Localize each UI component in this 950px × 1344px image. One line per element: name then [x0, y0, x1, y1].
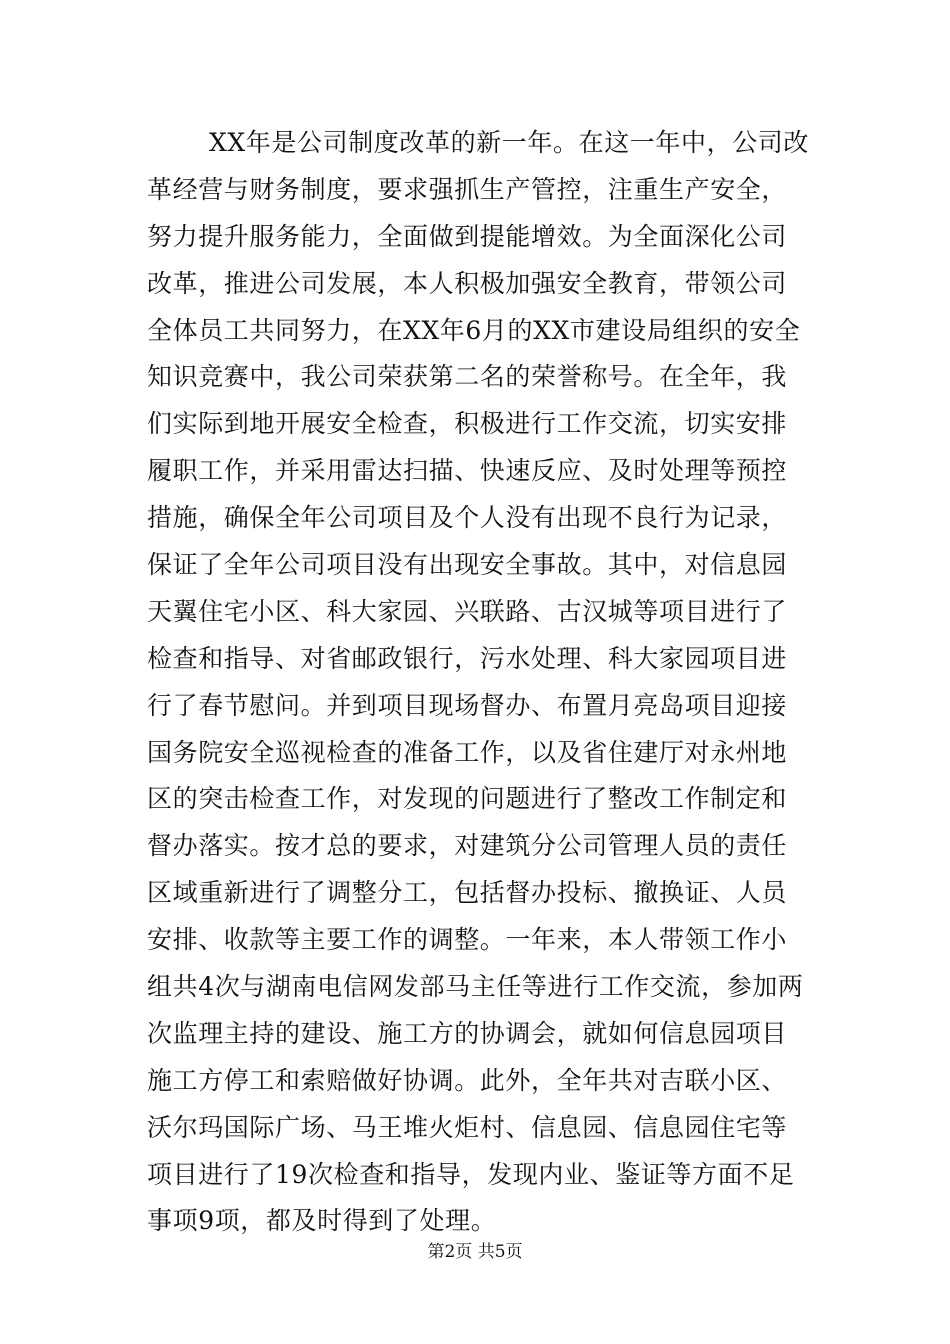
paragraph-line: 区的突击检查工作，对发现的问题进行了整改工作制定和	[147, 784, 788, 814]
paragraph-line: 履职工作，并采用雷达扫描、快速反应、及时处理等预控	[147, 456, 788, 486]
paragraph-line: 事项9项，都及时得到了处理。	[147, 1206, 497, 1236]
paragraph-line: 督办落实。按才总的要求，对建筑分公司管理人员的责任	[147, 831, 788, 861]
paragraph-line: 措施，确保全年公司项目及个人没有出现不良行为记录，	[147, 503, 788, 533]
paragraph-line: 区域重新进行了调整分工，包括督办投标、撤换证、人员	[147, 878, 788, 908]
paragraph-line: 全体员工共同努力，在XX年6月的XX市建设局组织的安全	[147, 315, 801, 345]
body-paragraph	[147, 120, 817, 1245]
paragraph-line: 天翼住宅小区、科大家园、兴联路、古汉城等项目进行了	[147, 596, 788, 626]
paragraph-line: 次监理主持的建设、施工方的协调会，就如何信息园项目	[147, 1018, 788, 1048]
paragraph-line: 检查和指导、对省邮政银行，污水处理、科大家园项目进	[147, 643, 788, 673]
paragraph-line: 保证了全年公司项目没有出现安全事故。其中，对信息园	[147, 550, 788, 580]
paragraph-line: 努力提升服务能力，全面做到提能增效。为全面深化公司	[147, 221, 788, 251]
paragraph-line: 沃尔玛国际广场、马王堆火炬村、信息园、信息园住宅等	[147, 1112, 788, 1142]
paragraph-line: 们实际到地开展安全检查，积极进行工作交流，切实安排	[147, 409, 788, 439]
paragraph-line: 知识竞赛中，我公司荣获第二名的荣誉称号。在全年，我	[147, 362, 788, 392]
paragraph-line: 项目进行了19次检查和指导，发现内业、鉴证等方面不足	[147, 1159, 795, 1189]
paragraph-line: 施工方停工和索赔做好协调。此外，全年共对吉联小区、	[147, 1065, 788, 1095]
paragraph-line: 组共4次与湖南电信网发部马主任等进行工作交流，参加两	[147, 972, 804, 1002]
paragraph-line: 国务院安全巡视检查的准备工作，以及省住建厅对永州地	[147, 737, 788, 767]
paragraph-line: 行了春节慰问。并到项目现场督办、布置月亮岛项目迎接	[147, 690, 788, 720]
paragraph-line: 安排、收款等主要工作的调整。一年来，本人带领工作小	[147, 925, 788, 955]
paragraph-line: 革经营与财务制度，要求强抓生产管控，注重生产安全，	[147, 174, 788, 204]
page-number-footer: 第2页 共5页	[427, 1242, 523, 1262]
paragraph-line: XX年是公司制度改革的新一年。在这一年中，公司改	[209, 128, 809, 157]
paragraph-line: 改革，推进公司发展，本人积极加强安全教育，带领公司	[147, 268, 788, 298]
